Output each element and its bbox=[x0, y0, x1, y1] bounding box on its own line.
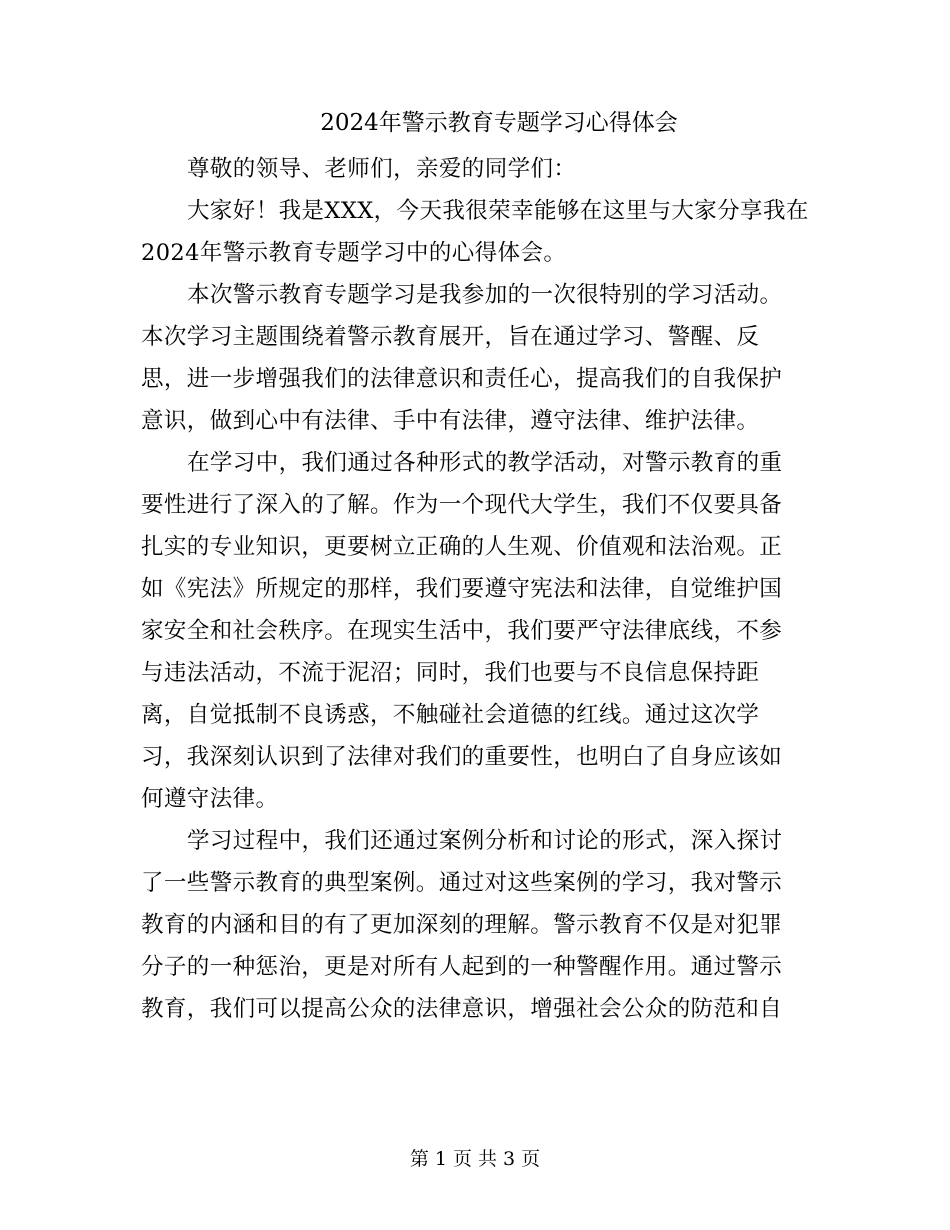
page-number-footer: 第 1 页 共 3 页 bbox=[409, 1148, 541, 1170]
text-line: 扎实的专业知识，更要树立正确的人生观、价值观和法治观。正 bbox=[141, 534, 783, 560]
text-line: 如《宪法》所规定的那样，我们要遵守宪法和法律，自觉维护国 bbox=[141, 576, 783, 602]
text-line: 本次警示教育专题学习是我参加的一次很特别的学习活动。 bbox=[187, 282, 783, 308]
text-line: 了一些警示教育的典型案例。通过对这些案例的学习，我对警示 bbox=[141, 870, 783, 896]
text-line: 尊敬的领导、老师们，亲爱的同学们： bbox=[187, 156, 577, 182]
learning-paragraph bbox=[141, 442, 813, 820]
text-line: 何遵守法律。 bbox=[141, 786, 279, 812]
text-line: 意识，做到心中有法律、手中有法律，遵守法律、维护法律。 bbox=[141, 408, 760, 434]
case-study-paragraph bbox=[141, 820, 813, 1030]
text-line: 要性进行了深入的了解。作为一个现代大学生，我们不仅要具备 bbox=[141, 492, 783, 518]
salutation-paragraph bbox=[141, 148, 813, 190]
text-line: 大家好！我是XXX，今天我很荣幸能够在这里与大家分享我在 bbox=[187, 198, 809, 224]
text-line: 习，我深刻认识到了法律对我们的重要性，也明白了自身应该如 bbox=[141, 744, 783, 770]
greeting-paragraph bbox=[141, 190, 813, 274]
document-title: 2024年警示教育专题学习心得体会 bbox=[320, 110, 678, 136]
text-line: 在学习中，我们通过各种形式的教学活动，对警示教育的重 bbox=[187, 450, 783, 476]
text-line: 学习过程中，我们还通过案例分析和讨论的形式，深入探讨 bbox=[187, 828, 783, 854]
text-line: 离，自觉抵制不良诱惑，不触碰社会道德的红线。通过这次学 bbox=[141, 702, 760, 728]
document-body bbox=[141, 148, 813, 1030]
text-line: 分子的一种惩治，更是对所有人起到的一种警醒作用。通过警示 bbox=[141, 954, 783, 980]
text-line: 教育的内涵和目的有了更加深刻的理解。警示教育不仅是对犯罪 bbox=[141, 912, 783, 938]
text-line: 家安全和社会秩序。在现实生活中，我们要严守法律底线，不参 bbox=[141, 618, 783, 644]
text-line: 教育，我们可以提高公众的法律意识，增强社会公众的防范和自 bbox=[141, 996, 783, 1022]
intro-paragraph bbox=[141, 274, 813, 442]
text-line: 与违法活动，不流于泥沼；同时，我们也要与不良信息保持距 bbox=[141, 660, 760, 686]
text-line: 本次学习主题围绕着警示教育展开，旨在通过学习、警醒、反 bbox=[141, 324, 760, 350]
text-line: 2024年警示教育专题学习中的心得体会。 bbox=[141, 240, 567, 266]
text-line: 思，进一步增强我们的法律意识和责任心，提高我们的自我保护 bbox=[141, 366, 783, 392]
